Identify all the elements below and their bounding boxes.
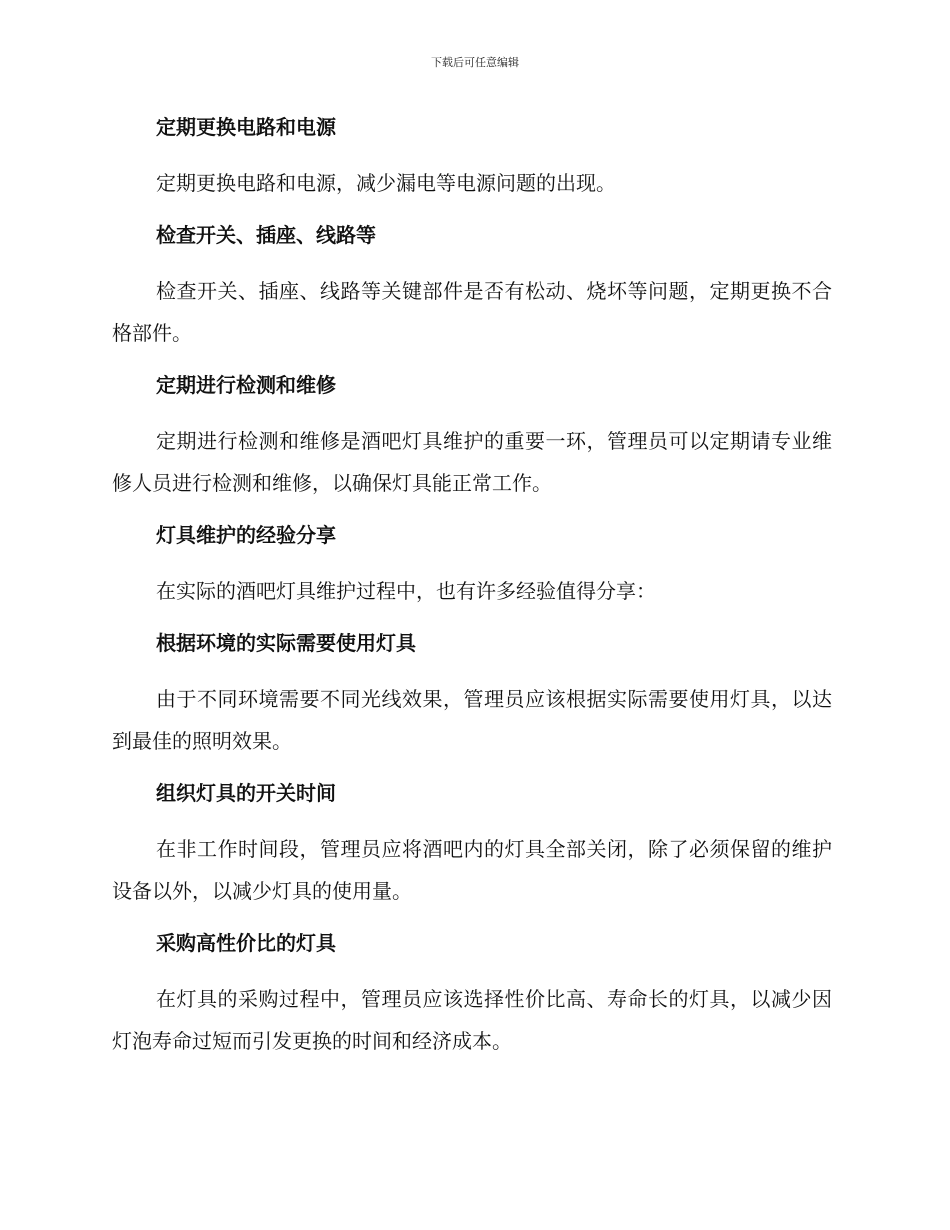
section-paragraph: 在非工作时间段，管理员应将酒吧内的灯具全部关闭，除了必须保留的维护设备以外，以减少灯具的使用量。 [112,837,832,903]
page-header-note: 下载后可任意编辑 [431,56,519,69]
section-paragraph: 由于不同环境需要不同光线效果，管理员应该根据实际需要使用灯具，以达到最佳的照明效果。 [112,687,832,753]
section-heading: 灯具维护的经验分享 [156,523,336,547]
section-paragraph: 在灯具的采购过程中，管理员应该选择性价比高、寿命长的灯具，以减少因灯泡寿命过短而引发更换的时间和经济成本。 [112,987,832,1053]
section-paragraph: 定期进行检测和维修是酒吧灯具维护的重要一环，管理员可以定期请专业维修人员进行检测和维修，以确保灯具能正常工作。 [112,429,832,495]
section-paragraph: 定期更换电路和电源，减少漏电等电源问题的出现。 [156,171,616,195]
section-paragraph: 在实际的酒吧灯具维护过程中，也有许多经验值得分享： [156,579,656,603]
section-heading: 定期更换电路和电源 [156,115,336,139]
section-heading: 检查开关、插座、线路等 [156,223,376,247]
section-heading: 定期进行检测和维修 [156,373,336,397]
section-heading: 采购高性价比的灯具 [156,931,336,955]
document-content [112,110,832,1062]
section-heading: 根据环境的实际需要使用灯具 [156,631,416,655]
section-heading: 组织灯具的开关时间 [156,781,336,805]
section-paragraph: 检查开关、插座、线路等关键部件是否有松动、烧坏等问题，定期更换不合格部件。 [112,279,832,345]
